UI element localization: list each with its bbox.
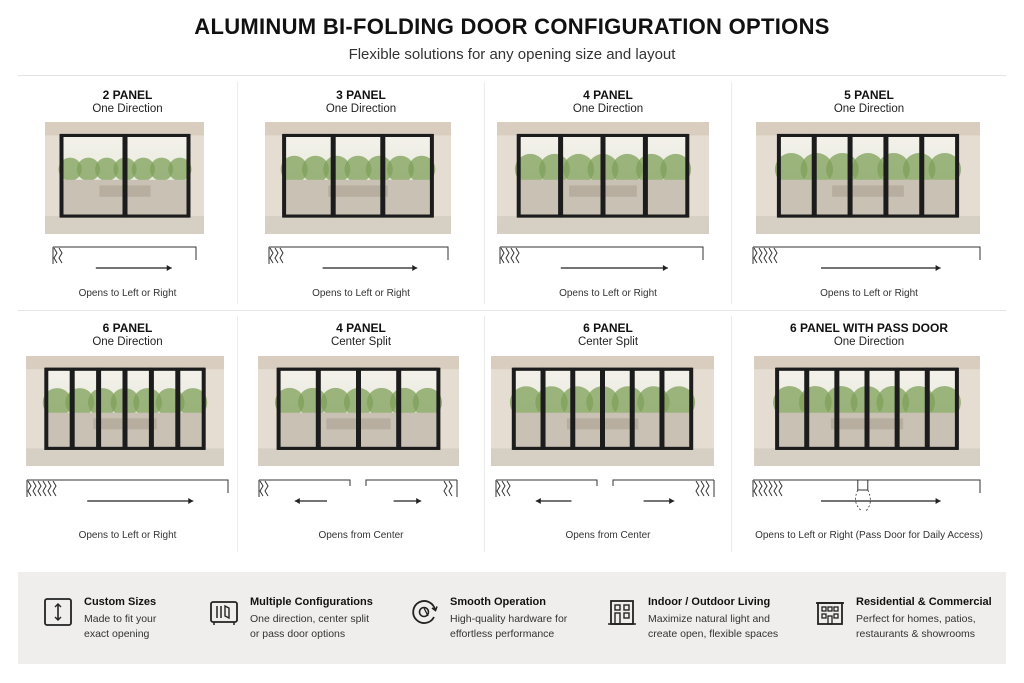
config-card-2-panel xyxy=(18,88,237,304)
config-card-3-panel xyxy=(238,88,484,304)
configurations-icon xyxy=(208,596,240,628)
feature-band xyxy=(18,572,1006,664)
config-card-6-panel-center xyxy=(485,321,731,551)
config-title: 6 PANEL WITH PASS DOOR xyxy=(789,321,948,335)
config-title: 6 PANEL xyxy=(102,321,153,335)
custom-size-icon xyxy=(42,596,74,628)
config-title: 6 PANEL xyxy=(583,321,633,335)
feature-residential-commercial xyxy=(814,572,1004,664)
config-caption: Opens to Left or Right xyxy=(312,288,410,299)
door-photo xyxy=(491,356,714,466)
feature-title: Smooth Operation xyxy=(450,596,546,608)
config-title: 3 PANEL xyxy=(336,88,386,102)
feature-description: High-quality hardware for effortless performance xyxy=(450,613,568,640)
door-photo xyxy=(265,122,451,234)
config-caption: Opens from Center xyxy=(318,530,404,541)
config-caption: Opens to Left or Right xyxy=(820,288,918,299)
config-subtitle: One Direction xyxy=(325,103,397,115)
config-caption: Opens to Left or Right xyxy=(78,530,177,541)
config-caption: Opens to Left or Right xyxy=(559,288,657,299)
door-photo xyxy=(26,356,224,466)
config-subtitle: One Direction xyxy=(92,336,163,348)
feature-description: Made to fit your exact opening xyxy=(84,613,157,640)
config-subtitle: One Direction xyxy=(92,103,163,115)
config-title: 5 PANEL xyxy=(844,88,894,102)
config-subtitle: One Direction xyxy=(833,336,905,348)
config-subtitle: One Direction xyxy=(833,103,905,115)
floor-plan-diagram xyxy=(258,477,458,509)
door-photo xyxy=(756,122,980,234)
feature-custom-sizes xyxy=(42,572,222,664)
config-title: 4 PANEL xyxy=(583,88,633,102)
config-card-6-panel xyxy=(18,321,237,551)
page-title: ALUMINUM BI-FOLDING DOOR CONFIGURATION OPTIONS xyxy=(194,14,830,39)
config-title: 4 PANEL xyxy=(336,321,386,335)
feature-title: Multiple Configurations xyxy=(250,596,373,608)
config-card-6-panel-pass-door xyxy=(732,321,1006,551)
page-subtitle: Flexible solutions for any opening size and layout xyxy=(348,46,676,63)
feature-description: Maximize natural light and create open, flexible spaces xyxy=(648,613,779,640)
feature-description: One direction, center split or pass door options xyxy=(250,613,370,640)
floor-plan-diagram xyxy=(26,477,230,509)
row-divider xyxy=(18,310,1006,311)
feature-title: Indoor / Outdoor Living xyxy=(648,596,771,608)
config-caption: Opens to Left or Right (Pass Door for Daily Access) xyxy=(755,530,983,541)
floor-plan-diagram xyxy=(268,244,450,274)
config-caption: Opens from Center xyxy=(565,530,651,541)
floor-plan-diagram xyxy=(52,244,198,274)
config-card-4-panel-center xyxy=(238,321,484,551)
building-icon xyxy=(814,596,846,628)
config-subtitle: Center Split xyxy=(330,336,392,348)
door-photo xyxy=(258,356,459,466)
door-photo xyxy=(45,122,204,234)
config-subtitle: Center Split xyxy=(577,336,639,348)
house-icon xyxy=(606,596,638,628)
config-card-5-panel xyxy=(732,88,1006,304)
door-photo xyxy=(754,356,980,466)
feature-smooth-operation xyxy=(408,572,598,664)
config-caption: Opens to Left or Right xyxy=(78,288,177,299)
header-divider xyxy=(18,75,1006,76)
floor-plan-diagram xyxy=(752,244,982,274)
floor-plan-diagram xyxy=(495,477,715,509)
feature-title: Residential & Commercial xyxy=(856,596,992,608)
feature-description: Perfect for homes, patios, restaurants & showrooms xyxy=(856,613,976,640)
feature-multiple-configurations xyxy=(208,572,408,664)
config-card-4-panel xyxy=(485,88,731,304)
config-title: 2 PANEL xyxy=(102,88,153,102)
floor-plan-diagram xyxy=(752,477,982,519)
config-subtitle: One Direction xyxy=(572,103,644,115)
feature-title: Custom Sizes xyxy=(84,596,157,608)
smooth-operation-icon xyxy=(408,596,440,628)
page-header xyxy=(0,0,1024,76)
feature-indoor-outdoor-living xyxy=(606,572,806,664)
floor-plan-diagram xyxy=(499,244,705,274)
door-photo xyxy=(497,122,709,234)
